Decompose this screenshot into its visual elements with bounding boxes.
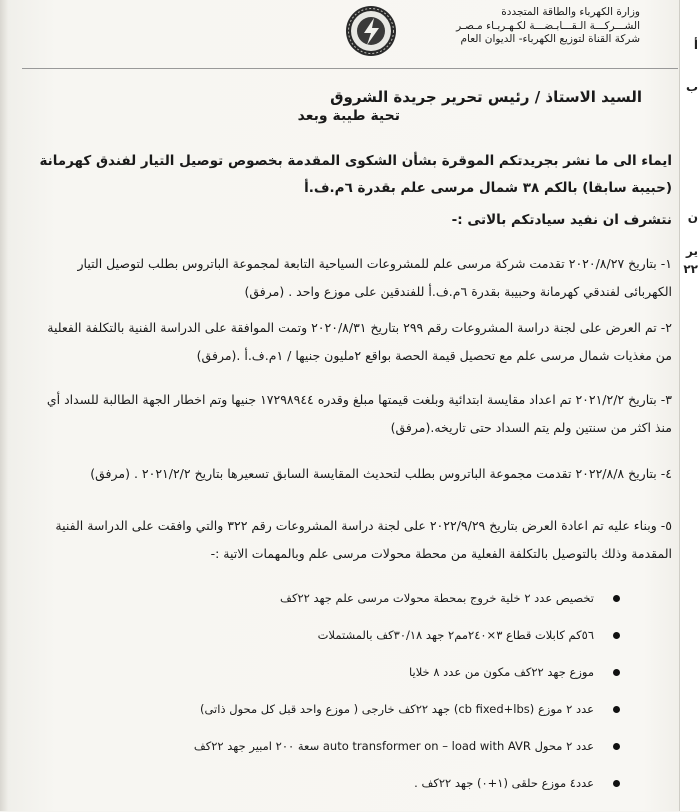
letterhead-divider xyxy=(22,68,678,69)
item-text: بتاريخ ٢٠٢١/٢/٢ تم اعداد مقايسة ابتدائية وبلغت قيمتها مبلغ وقدره ١٧٢٩٨٩٤٤ جنيها وتم اخطار الجهة الطالبة للسداد أي منذ اكثر من سنتين ولم يتم السداد حتى تاريخه.(مرفق) xyxy=(46,392,672,435)
letterhead xyxy=(390,6,640,47)
item-text: وبناء عليه تم اعادة العرض بتاريخ ٢٠٢٢/٩/٢٩ على لجنة دراسة المشروعات رقم ٣٢٢ والتي وافقت على الدراسة الفنية المقدمة وذلك بالتوصيل بالتكلفة الفعلية من محطة محولات مرسى علم وبالمهمات الاتية :- xyxy=(55,518,672,561)
item-number: ٤- xyxy=(660,466,672,481)
item-number: ٣- xyxy=(660,392,672,407)
edge-mark: ب xyxy=(685,80,698,94)
numbered-item xyxy=(40,512,672,568)
numbered-item xyxy=(40,460,672,488)
page-left-edge xyxy=(0,0,8,811)
ministry-name: وزارة الكهرباء والطاقة المتجددة xyxy=(501,6,640,18)
greeting-line: تحية طيبة وبعد xyxy=(297,108,400,124)
company-seal-lightning-icon xyxy=(344,4,398,58)
distribution-company-name: شركة القناة لتوزيع الكهرباء- الديوان العام xyxy=(460,33,640,45)
item-text: بتاريخ ٢٠٢٠/٨/٢٧ تقدمت شركة مرسى علم للمشروعات السياحية التابعة لمجموعة الباتروس بطلب لتوصيل التيار الكهربائى لفندقي كهرمانة وحبيبة بقدرة ٦م.ف.أ للفندقين على موزع واحد . (مرفق) xyxy=(77,256,672,299)
intro-paragraph: ايماء الى ما نشر بجريدتكم الموقرة بشأن الشكوى المقدمة بخصوص توصيل التيار لفندق كهرمانة (حبيبة سابقا) بالكم ٣٨ شمال مرسى علم بقدرة ٦م.ف.أ xyxy=(39,153,672,196)
inform-line: نتشرف ان نفيد سيادتكم بالاتى :- xyxy=(451,212,672,228)
list-item: تخصيص عدد ٢ خلية خروج بمحطة محولات مرسى علم جهد ٢٢كف xyxy=(40,590,620,627)
addressee-line: السيد الاستاذ / رئيس تحرير جريدة الشروق xyxy=(330,88,642,106)
holding-company-name: الشـــركـــة الـقـــابـضـــة لكـهـربـاء مـصـر xyxy=(456,19,640,32)
edge-mark: ن xyxy=(687,210,698,224)
edge-mark: ٢٢ xyxy=(683,262,698,276)
item-text: بتاريخ ٢٠٢٢/٨/٨ تقدمت مجموعة الباتروس بطلب لتحديث المقايسة السابق تسعيرها بتاريخ ٢٠٢١/٢/٢ . (مرفق) xyxy=(90,466,657,481)
edge-mark: أ xyxy=(693,38,698,52)
numbered-item xyxy=(40,314,672,370)
equipment-list xyxy=(40,590,620,812)
list-item: عدد٤ موزع حلقى (١+٠) جهد ٢٢كف . xyxy=(40,775,620,812)
adjacent-page-edge xyxy=(679,0,700,811)
item-number: ٢- xyxy=(660,320,672,335)
item-number: ١- xyxy=(660,256,672,271)
item-text: تم العرض على لجنة دراسة المشروعات رقم ٢٩٩ بتاريخ ٢٠٢٠/٨/٣١ وتمت الموافقة على الدراسة الفنية بالتكلفة الفعلية من مغذيات شمال مرسى علم مع تحصيل قيمة الحصة بواقع ٢مليون جنيها / ١م.ف.أ .(مرفق) xyxy=(47,320,672,363)
numbered-item xyxy=(40,250,672,306)
list-item: عدد ٢ محول auto transformer on – load with AVR سعة ٢٠٠ امبير جهد ٢٢كف xyxy=(40,738,620,775)
numbered-item xyxy=(40,386,672,442)
list-item: ٥٦كم كابلات قطاع ٣×٢٤٠مم٢ جهد ٣٠/١٨كف بالمشتملات xyxy=(40,627,620,664)
list-item: عدد ٢ موزع (cb fixed+lbs) جهد ٢٢كف خارجى ( موزع واحد قبل كل محول ذاتى) xyxy=(40,701,620,738)
list-item: موزع جهد ٢٢كف مكون من عدد ٨ خلايا xyxy=(40,664,620,701)
item-number: ٥- xyxy=(660,518,672,533)
edge-mark: ير xyxy=(686,244,698,258)
